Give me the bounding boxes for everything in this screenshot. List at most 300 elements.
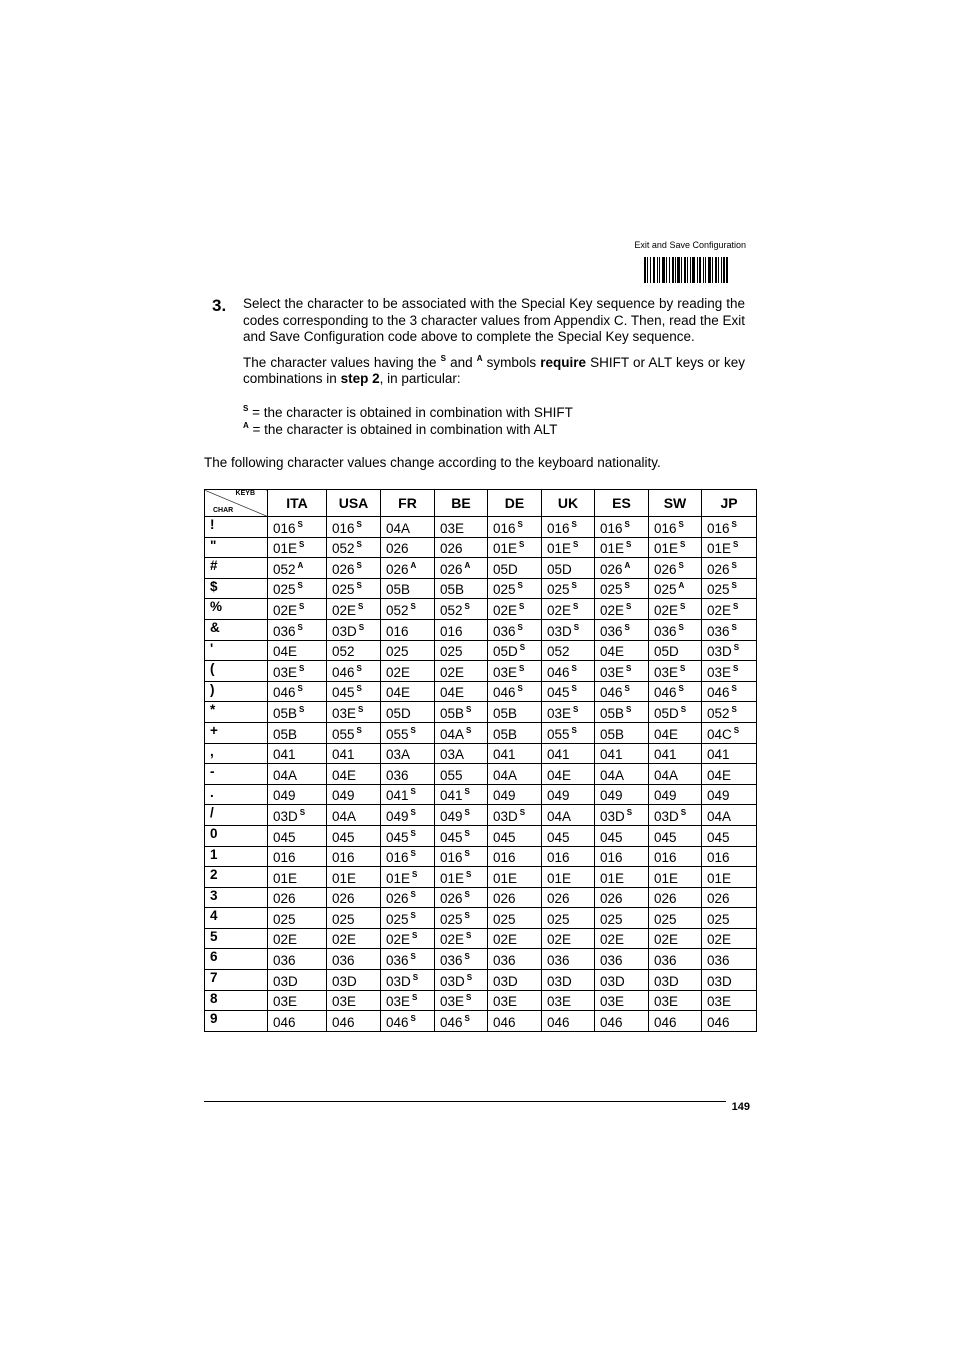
code-cell — [542, 599, 595, 620]
code-value: 025 — [707, 582, 730, 598]
corner-char-label: CHAR — [213, 507, 234, 514]
code-cell — [381, 599, 435, 620]
para2-part-b: and — [446, 354, 477, 370]
modifier-symbol: S — [464, 807, 470, 817]
code-cell — [268, 949, 327, 970]
code-value: 01E — [600, 870, 625, 886]
code-cell — [649, 887, 702, 908]
code-cell — [268, 599, 327, 620]
code-value: 01E — [654, 541, 679, 557]
code-cell — [381, 784, 435, 805]
code-cell — [649, 743, 702, 764]
code-value: 036 — [386, 767, 409, 783]
code-value: 04A — [493, 767, 518, 783]
char-cell: 5 — [205, 928, 268, 949]
code-cell — [327, 1011, 381, 1032]
code-value: 016 — [493, 520, 516, 536]
modifier-symbol: S — [410, 807, 416, 817]
code-cell — [381, 846, 435, 867]
table-row — [205, 908, 757, 929]
modifier-symbol: S — [731, 622, 737, 632]
code-value: 03E — [440, 994, 465, 1010]
code-value: 041 — [332, 747, 355, 763]
code-value: 046 — [654, 685, 677, 701]
modifier-symbol: S — [356, 540, 362, 550]
code-cell — [435, 722, 488, 743]
table-row — [205, 640, 757, 661]
para2-part-c: symbols — [482, 354, 541, 370]
table-row — [205, 928, 757, 949]
code-cell — [327, 908, 381, 929]
code-value: 036 — [493, 953, 516, 969]
code-value: 03D — [493, 808, 518, 824]
code-cell — [649, 805, 702, 826]
code-cell — [595, 825, 649, 846]
modifier-symbol: S — [733, 540, 739, 550]
code-value: 016 — [654, 850, 677, 866]
code-value: 026 — [547, 891, 570, 907]
code-value: 04E — [386, 685, 411, 701]
code-cell — [488, 867, 542, 888]
code-value: 03D — [600, 973, 625, 989]
code-value: 046 — [547, 664, 570, 680]
code-cell — [595, 784, 649, 805]
code-value: 03D — [273, 973, 298, 989]
code-cell — [649, 558, 702, 579]
modifier-symbol: S — [571, 663, 577, 673]
code-cell — [595, 928, 649, 949]
code-value: 045 — [547, 685, 570, 701]
modifier-symbol: S — [517, 684, 523, 694]
code-value: 04E — [654, 726, 679, 742]
code-value: 045 — [273, 829, 296, 845]
code-value: 026 — [386, 891, 409, 907]
code-value: 05D — [386, 705, 411, 721]
code-cell — [381, 928, 435, 949]
char-cell: - — [205, 764, 268, 785]
code-cell — [702, 825, 757, 846]
code-cell — [381, 619, 435, 640]
code-cell — [268, 661, 327, 682]
code-value: 01E — [547, 541, 572, 557]
code-cell — [268, 681, 327, 702]
code-cell — [488, 702, 542, 723]
code-value: 05B — [600, 705, 625, 721]
code-cell — [435, 764, 488, 785]
code-cell — [327, 558, 381, 579]
modifier-symbol: S — [412, 931, 418, 941]
code-cell — [542, 702, 595, 723]
code-value: 04A — [386, 520, 411, 536]
char-cell: ( — [205, 661, 268, 682]
code-value: 02E — [332, 932, 357, 948]
modifier-symbol: A — [678, 581, 685, 591]
code-value: 02E — [547, 602, 572, 618]
code-value: 016 — [440, 623, 463, 639]
code-cell — [435, 743, 488, 764]
code-cell — [435, 887, 488, 908]
column-header-be: BE — [435, 490, 488, 517]
code-cell — [435, 908, 488, 929]
character-code-table — [204, 489, 757, 1032]
code-cell — [542, 805, 595, 826]
code-cell — [595, 990, 649, 1011]
code-value: 02E — [440, 932, 465, 948]
code-cell — [488, 640, 542, 661]
modifier-symbol: S — [297, 622, 303, 632]
code-cell — [702, 558, 757, 579]
table-row — [205, 1011, 757, 1032]
modifier-symbol: S — [464, 890, 470, 900]
code-cell — [702, 764, 757, 785]
code-value: 03E — [547, 994, 572, 1010]
code-cell — [702, 928, 757, 949]
code-value: 045 — [332, 685, 355, 701]
code-value: 02E — [273, 602, 298, 618]
code-value: 04A — [440, 726, 465, 742]
code-value: 016 — [493, 850, 516, 866]
code-cell — [327, 681, 381, 702]
code-value: 052 — [332, 541, 355, 557]
modifier-symbol: S — [680, 663, 686, 673]
char-cell: 0 — [205, 825, 268, 846]
code-value: 03D — [707, 644, 732, 660]
code-cell — [381, 681, 435, 702]
code-cell — [327, 578, 381, 599]
code-value: 049 — [386, 808, 409, 824]
modifier-symbol: S — [410, 828, 416, 838]
code-cell — [542, 990, 595, 1011]
modifier-symbol: S — [626, 704, 632, 714]
modifier-symbol: S — [410, 1013, 416, 1023]
code-value: 026 — [440, 561, 463, 577]
modifier-symbol: S — [624, 519, 630, 529]
code-cell — [488, 681, 542, 702]
code-cell — [268, 578, 327, 599]
code-cell — [595, 867, 649, 888]
modifier-symbol: S — [519, 540, 525, 550]
code-value: 041 — [493, 747, 516, 763]
code-cell — [595, 846, 649, 867]
code-cell — [268, 764, 327, 785]
code-cell — [327, 805, 381, 826]
modifier-symbol: S — [299, 601, 305, 611]
code-value: 04E — [440, 685, 465, 701]
code-value: 049 — [600, 788, 623, 804]
code-value: 04C — [707, 726, 732, 742]
modifier-symbol: S — [299, 663, 305, 673]
code-value: 041 — [547, 747, 570, 763]
code-value: 046 — [332, 1014, 355, 1030]
code-value: 041 — [600, 747, 623, 763]
code-cell — [542, 517, 595, 538]
code-cell — [595, 681, 649, 702]
code-value: 016 — [707, 850, 730, 866]
legend-alt-text: = the character is obtained in combination with ALT — [248, 422, 558, 437]
code-cell — [268, 517, 327, 538]
code-cell — [595, 764, 649, 785]
code-value: 025 — [386, 644, 409, 660]
code-value: 03D — [273, 808, 298, 824]
code-value: 016 — [332, 520, 355, 536]
code-value: 02E — [547, 932, 572, 948]
modifier-symbol: S — [733, 663, 739, 673]
table-row — [205, 846, 757, 867]
code-cell — [435, 990, 488, 1011]
modifier-symbol: S — [356, 684, 362, 694]
code-cell — [542, 887, 595, 908]
char-cell: 7 — [205, 970, 268, 991]
code-value: 052 — [707, 705, 730, 721]
table-row — [205, 517, 757, 538]
code-value: 055 — [386, 726, 409, 742]
code-cell — [381, 887, 435, 908]
code-cell — [435, 619, 488, 640]
column-header-de: DE — [488, 490, 542, 517]
code-value: 01E — [332, 870, 357, 886]
code-cell — [327, 784, 381, 805]
char-cell: 3 — [205, 887, 268, 908]
footer-rule — [204, 1101, 726, 1102]
code-cell — [327, 887, 381, 908]
code-cell — [649, 784, 702, 805]
modifier-symbol: S — [297, 581, 303, 591]
para2-bold-require: require — [540, 354, 587, 370]
code-value: 049 — [440, 808, 463, 824]
code-value: 025 — [440, 911, 463, 927]
code-cell — [381, 517, 435, 538]
modifier-symbol: S — [358, 622, 365, 632]
code-value: 052 — [547, 644, 570, 660]
modifier-symbol: S — [358, 704, 364, 714]
modifier-symbol: S — [410, 910, 416, 920]
code-cell — [649, 619, 702, 640]
char-cell: 9 — [205, 1011, 268, 1032]
code-cell — [542, 784, 595, 805]
code-cell — [268, 928, 327, 949]
modifier-symbol: S — [297, 519, 303, 529]
code-cell — [381, 1011, 435, 1032]
code-cell — [268, 1011, 327, 1032]
modifier-symbol: S — [733, 643, 740, 653]
code-cell — [435, 846, 488, 867]
code-cell — [702, 743, 757, 764]
code-value: 049 — [547, 788, 570, 804]
code-cell — [488, 661, 542, 682]
code-cell — [595, 908, 649, 929]
column-header-jp: JP — [702, 490, 757, 517]
code-cell — [542, 640, 595, 661]
modifier-symbol: S — [678, 560, 684, 570]
code-value: 046 — [386, 1014, 409, 1030]
code-value: 03E — [654, 664, 679, 680]
code-cell — [702, 887, 757, 908]
code-value: 02E — [654, 602, 679, 618]
modifier-symbol: S — [626, 663, 632, 673]
code-value: 025 — [547, 582, 570, 598]
code-value: 052 — [386, 602, 409, 618]
code-value: 036 — [654, 623, 677, 639]
code-cell — [702, 867, 757, 888]
para2-part-e: , in particular: — [379, 371, 461, 387]
code-value: 03D — [440, 973, 465, 989]
code-value: 036 — [707, 953, 730, 969]
code-cell — [327, 661, 381, 682]
code-value: 01E — [654, 870, 679, 886]
code-cell — [381, 702, 435, 723]
modifier-symbol: S — [571, 581, 577, 591]
modifier-symbol: S — [464, 787, 470, 797]
code-cell — [488, 970, 542, 991]
code-cell — [542, 681, 595, 702]
table-row — [205, 722, 757, 743]
modifier-symbol: S — [680, 807, 687, 817]
code-cell — [702, 681, 757, 702]
code-value: 03E — [493, 664, 518, 680]
code-value: 036 — [707, 623, 730, 639]
code-value: 025 — [654, 582, 677, 598]
code-cell — [268, 970, 327, 991]
code-value: 03D — [332, 623, 357, 639]
code-cell — [435, 805, 488, 826]
code-cell — [488, 619, 542, 640]
code-cell — [435, 681, 488, 702]
modifier-symbol: A — [410, 560, 417, 570]
code-cell — [381, 990, 435, 1011]
modifier-symbol: S — [731, 684, 737, 694]
column-header-uk: UK — [542, 490, 595, 517]
code-cell — [327, 537, 381, 558]
modifier-symbol: S — [464, 849, 470, 859]
char-cell: ' — [205, 640, 268, 661]
code-value: 02E — [707, 932, 732, 948]
char-cell: 2 — [205, 867, 268, 888]
code-value: 02E — [386, 664, 411, 680]
modifier-symbol: S — [626, 601, 632, 611]
code-value: 025 — [332, 582, 355, 598]
code-cell — [542, 764, 595, 785]
para2-part-d: SHIFT or ALT keys or key combinations in — [243, 354, 745, 387]
modifier-symbol: S — [299, 540, 305, 550]
char-cell: ) — [205, 681, 268, 702]
code-cell — [268, 990, 327, 1011]
code-value: 036 — [600, 623, 623, 639]
table-row — [205, 537, 757, 558]
code-value: 026 — [600, 891, 623, 907]
code-cell — [702, 1011, 757, 1032]
code-value: 01E — [386, 870, 411, 886]
code-cell — [435, 517, 488, 538]
code-cell — [649, 846, 702, 867]
code-cell — [595, 722, 649, 743]
code-cell — [595, 661, 649, 682]
char-cell: 4 — [205, 908, 268, 929]
table-row — [205, 764, 757, 785]
code-value: 046 — [332, 664, 355, 680]
code-cell — [488, 825, 542, 846]
code-value: 05B — [493, 726, 518, 742]
modifier-symbol: S — [733, 601, 739, 611]
code-value: 026 — [707, 891, 730, 907]
code-cell — [268, 558, 327, 579]
code-value: 025 — [654, 911, 677, 927]
para2-part-a: The character values having the — [243, 354, 441, 370]
char-cell: * — [205, 702, 268, 723]
modifier-symbol: S — [678, 519, 684, 529]
code-cell — [542, 722, 595, 743]
code-cell — [649, 867, 702, 888]
code-cell — [488, 908, 542, 929]
code-cell — [595, 640, 649, 661]
code-cell — [435, 661, 488, 682]
table-row — [205, 825, 757, 846]
para2-bold-step: step 2 — [340, 371, 380, 387]
code-cell — [649, 517, 702, 538]
code-cell — [488, 928, 542, 949]
table-row — [205, 578, 757, 599]
code-cell — [488, 599, 542, 620]
code-cell — [435, 640, 488, 661]
modifier-symbol: S — [299, 704, 305, 714]
modifier-symbol: S — [624, 581, 630, 591]
corner-keyb-label: KEYB — [235, 490, 255, 497]
intro-text: The following character values change according to the keyboard nationality. — [204, 455, 661, 470]
code-value: 016 — [440, 850, 463, 866]
code-value: 036 — [654, 953, 677, 969]
code-cell — [268, 825, 327, 846]
code-cell — [595, 619, 649, 640]
code-cell — [268, 846, 327, 867]
code-value: 016 — [332, 850, 355, 866]
code-cell — [595, 578, 649, 599]
code-value: 046 — [547, 1014, 570, 1030]
barcode-icon[interactable] — [644, 257, 728, 283]
modifier-symbol: S — [464, 1013, 470, 1023]
code-value: 046 — [707, 1014, 730, 1030]
code-cell — [268, 537, 327, 558]
modifier-symbol: S — [678, 622, 684, 632]
modifier-symbol: S — [410, 787, 416, 797]
code-cell — [595, 702, 649, 723]
modifier-symbol: S — [680, 601, 686, 611]
table-row — [205, 867, 757, 888]
code-value: 016 — [547, 520, 570, 536]
column-header-sw: SW — [649, 490, 702, 517]
code-cell — [435, 537, 488, 558]
modifier-symbol: S — [297, 684, 303, 694]
code-value: 052 — [332, 644, 355, 660]
code-value: 03E — [707, 664, 732, 680]
code-value: 016 — [386, 850, 409, 866]
modifier-symbol: A — [464, 560, 471, 570]
code-cell — [327, 619, 381, 640]
char-cell: + — [205, 722, 268, 743]
code-value: 025 — [440, 644, 463, 660]
code-value: 036 — [273, 623, 296, 639]
code-value: 025 — [273, 582, 296, 598]
alt-symbol: A — [476, 353, 483, 363]
code-value: 03D — [600, 808, 625, 824]
modifier-symbol: S — [624, 684, 630, 694]
column-header-usa: USA — [327, 490, 381, 517]
char-cell: , — [205, 743, 268, 764]
code-value: 03D — [654, 973, 679, 989]
code-cell — [327, 743, 381, 764]
code-cell — [327, 599, 381, 620]
code-cell — [702, 702, 757, 723]
code-value: 036 — [332, 953, 355, 969]
code-cell — [435, 702, 488, 723]
